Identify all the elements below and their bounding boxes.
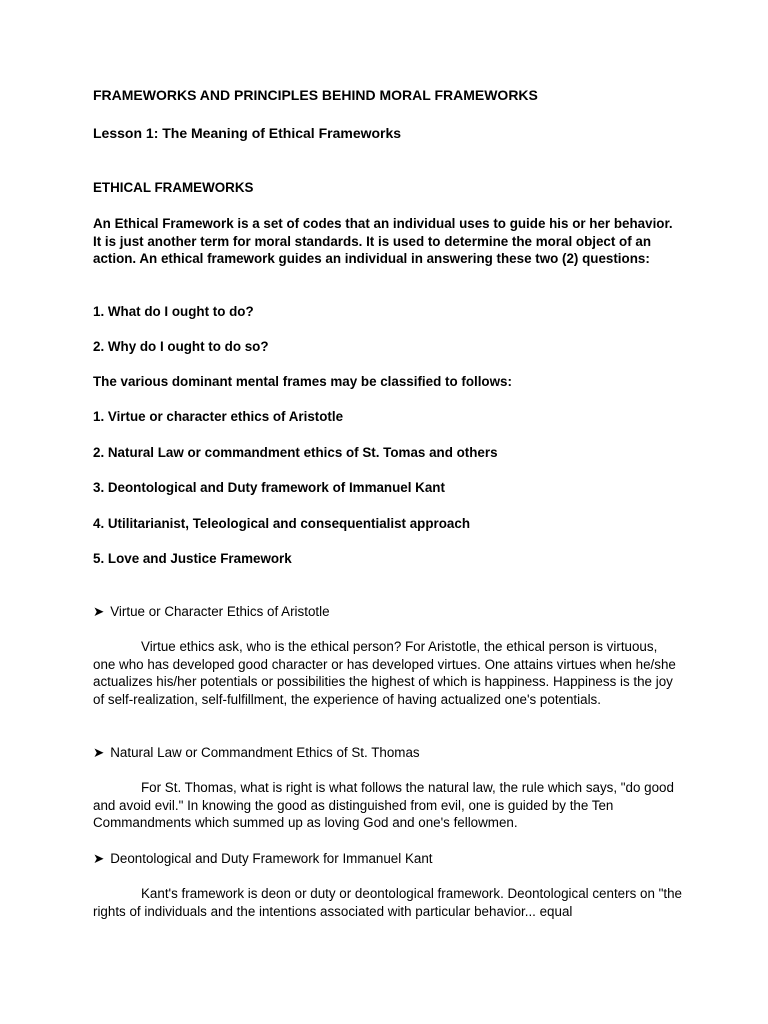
lesson-title: Lesson 1: The Meaning of Ethical Frameworks: [93, 125, 402, 141]
document-title: FRAMEWORKS AND PRINCIPLES BEHIND MORAL FRAMEWORKS: [93, 87, 538, 103]
section-heading-virtue: [93, 603, 330, 621]
arrow-bullet-icon: ➤: [93, 851, 105, 866]
section-heading-text: Natural Law or Commandment Ethics of St. Thomas: [110, 745, 420, 760]
classification-intro: The various dominant mental frames may be classified to follows:: [93, 374, 512, 389]
framework-list-item: 4. Utilitarianist, Teleological and consequentialist approach: [93, 516, 471, 531]
arrow-bullet-icon: ➤: [93, 745, 105, 760]
section-body-virtue: Virtue ethics ask, who is the ethical person? For Aristotle, the ethical person is virtuous, one who has developed good character or has developed virtues. One attains virtues when he/she actualizes his/her potentials or possibilities the highest of which is happiness. Happiness is the joy of self-realization, self-fulfillment, the experience of having actualized one's potentials.: [93, 639, 676, 707]
framework-list-item: 5. Love and Justice Framework: [93, 551, 292, 566]
question-item: 1. What do I ought to do?: [93, 304, 254, 319]
question-item: 2. Why do I ought to do so?: [93, 339, 269, 354]
section-heading-deontological: [93, 850, 433, 868]
framework-list-item: 3. Deontological and Duty framework of Immanuel Kant: [93, 480, 445, 495]
section-heading: ETHICAL FRAMEWORKS: [93, 180, 254, 195]
section-heading-text: Virtue or Character Ethics of Aristotle: [110, 604, 330, 619]
section-body-deontological: Kant's framework is deon or duty or deontological framework. Deontological centers on "the rights of individuals and the intentions associated with particular behavior... equal: [93, 886, 682, 919]
framework-list-item: 2. Natural Law or commandment ethics of St. Tomas and others: [93, 445, 498, 460]
section-heading-text: Deontological and Duty Framework for Immanuel Kant: [110, 851, 433, 866]
intro-paragraph: An Ethical Framework is a set of codes that an individual uses to guide his or her behavior. It is just another term for moral standards. It is used to determine the moral object of an action. An ethical framework guides an individual in answering these two (2) questions:: [93, 216, 673, 267]
section-heading-natural-law: [93, 744, 420, 762]
framework-list-item: 1. Virtue or character ethics of Aristotle: [93, 409, 344, 424]
arrow-bullet-icon: ➤: [93, 604, 105, 619]
section-body-natural-law: For St. Thomas, what is right is what follows the natural law, the rule which says, "do good and avoid evil." In knowing the good as distinguished from evil, one is guided by the Ten Commandments which summed up as loving God and one's fellowmen.: [93, 780, 674, 831]
